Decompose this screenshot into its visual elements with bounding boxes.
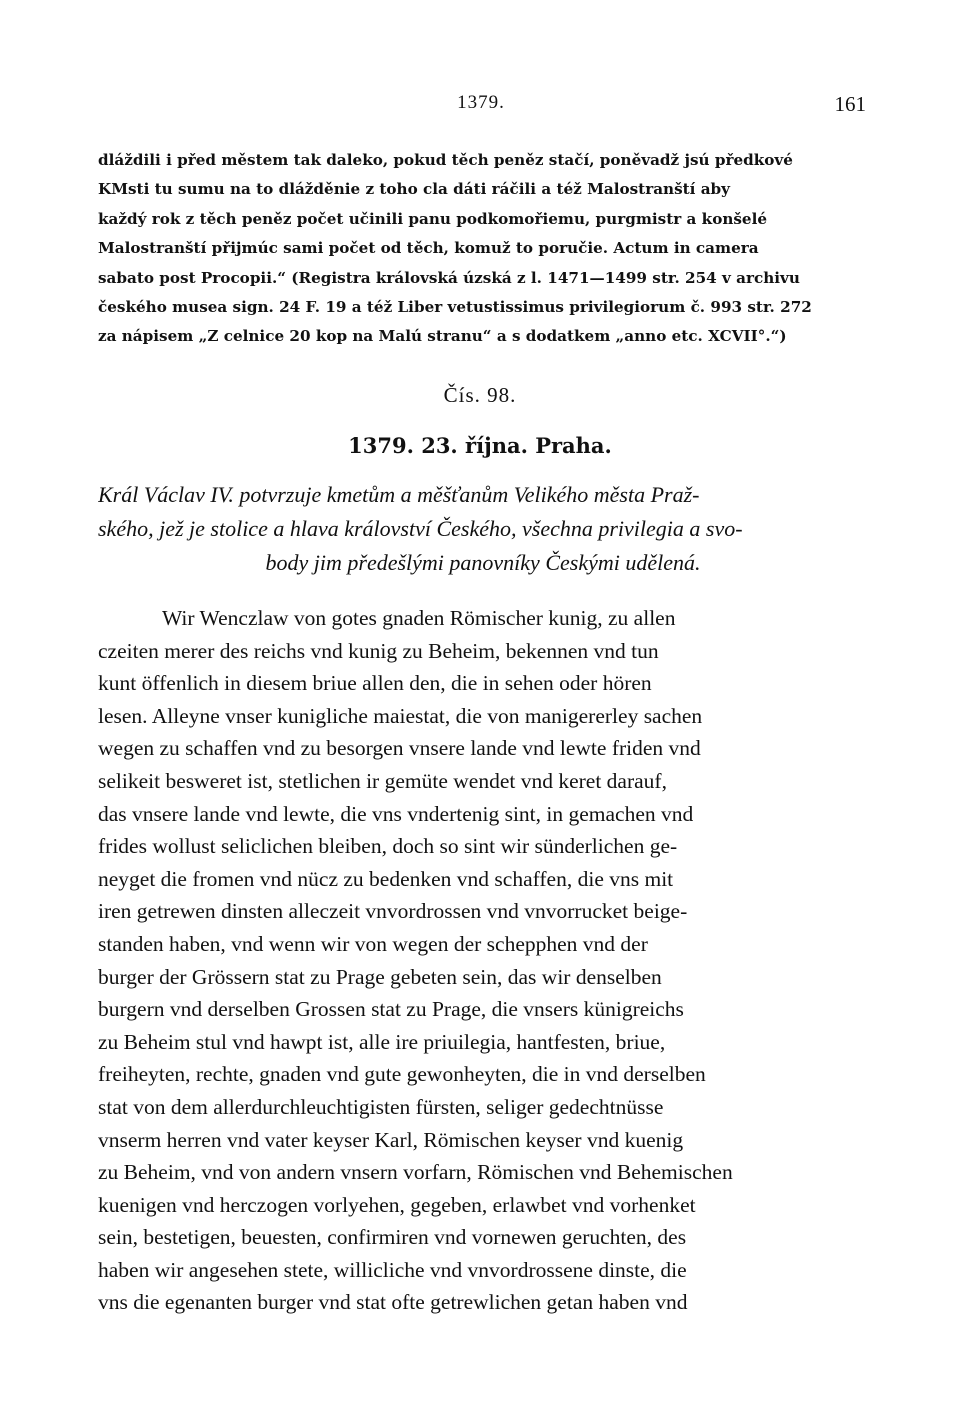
body-line: czeiten merer des reichs vnd kunig zu Beheim, bekennen vnd tun [98, 638, 659, 663]
body-line: zu Beheim, vnd von andern vnsern vorfarn, Römischen vnd Behemischen [98, 1160, 733, 1185]
note-line: každý rok z těch peněz počet učinili panu podkomořiemu, purgmistr a konšelé [98, 209, 768, 228]
body-line: Wir Wenczlaw von gotes gnaden Römischer kunig, zu allen [162, 606, 676, 630]
document-number: Čís. 98. [443, 383, 517, 407]
body-line: haben wir angesehen stete, willicliche vnd vnvordrossene dinste, die [98, 1257, 687, 1282]
charter-text [98, 602, 858, 1319]
page-number: 161 [834, 92, 866, 116]
note-line: českého musea sign. 24 F. 19 a též Liber vetustissimus privilegiorum č. 993 str. 272 [98, 297, 812, 316]
body-line: selikeit besweret ist, stetlichen ir gemüte wendet vnd keret darauf, [98, 768, 667, 793]
body-line: kunt öffenlich in diesem briue allen den, die in sehen oder hören [98, 671, 652, 696]
body-line: wegen zu schaffen vnd zu besorgen vnsere lande vnd lewte friden vnd [98, 736, 701, 761]
body-line: standen haben, vnd wenn wir von wegen der schepphen vnd der [98, 931, 648, 956]
body-line: stat von dem allerdurchleuchtigisten fürsten, seliger gedechtnüsse [98, 1094, 664, 1119]
body-line: neyget die fromen vnd nücz zu bedenken vnd schaffen, die vns mit [98, 866, 674, 891]
body-line: sein, bestetigen, beuesten, confirmiren vnd vornewen geruchten, des [98, 1225, 687, 1250]
body-line: vns die egenanten burger vnd stat ofte getrewlichen getan haben vnd [98, 1290, 688, 1315]
running-head [96, 92, 866, 116]
preceding-document-note [98, 146, 868, 352]
note-line: sabato post Procopii.“ (Registra královská úzská z l. 1471—1499 str. 254 v archivu [98, 268, 800, 287]
note-line: Malostranští přijmúc sami počet od těch, komuž to poručie. Actum in camera [98, 239, 759, 258]
running-head-year: 1379. [457, 92, 505, 113]
body-line: vnserm herren vnd vater keyser Karl, Römischen keyser vnd kuenig [98, 1127, 684, 1152]
note-line: KMsti tu sumu na to dlážděnie z toho cla dáti ráčili a též Malostranští aby [98, 180, 730, 199]
body-line: frides wollust seliclichen bleiben, doch so sint wir sünderlichen ge- [98, 834, 678, 859]
body-line: burger der Grössern stat zu Prage gebeten sein, das wir denselben [98, 964, 662, 989]
body-line: burgern vnd derselben Grossen stat zu Prage, die vnsers künigreichs [98, 997, 684, 1022]
body-line: lesen. Alleyne vnser kunigliche maiestat, die von manigererley sachen [98, 703, 703, 728]
note-line: dláždili i před městem tak daleko, pokud těch peněz stačí, poněvadž jsú předkové [98, 151, 793, 169]
body-line: zu Beheim stul vnd hawpt ist, alle ire priuilegia, hantfesten, briue, [98, 1029, 666, 1054]
document-summary [98, 478, 868, 580]
summary-line: body jim předešlými panovníky Českými udělená. [265, 550, 701, 575]
body-line: kuenigen vnd herczogen vorlyehen, gegeben, erlawbet vnd vorhenket [98, 1192, 696, 1217]
note-line: za nápisem „Z celnice 20 kop na Malú stranu“ a s dodatkem „anno etc. XCVII°.“) [98, 327, 787, 346]
body-line: freiheyten, rechte, gnaden vnd gute gewonheyten, die in vnd derselben [98, 1062, 706, 1087]
document-date-place: 1379. 23. října. Praha. [348, 433, 612, 458]
summary-line: ského, jež je stolice a hlava království Českého, všechna privilegia a svo- [98, 516, 743, 541]
summary-line: Král Václav IV. potvrzuje kmetům a měšťanům Velikého města Praž- [98, 482, 700, 507]
body-line: iren getrewen dinsten alleczeit vnvordrossen vnd vnvorrucket beige- [98, 899, 688, 924]
body-line: das vnsere lande vnd lewte, die vns vndertenig sint, in gemachen vnd [98, 801, 694, 826]
